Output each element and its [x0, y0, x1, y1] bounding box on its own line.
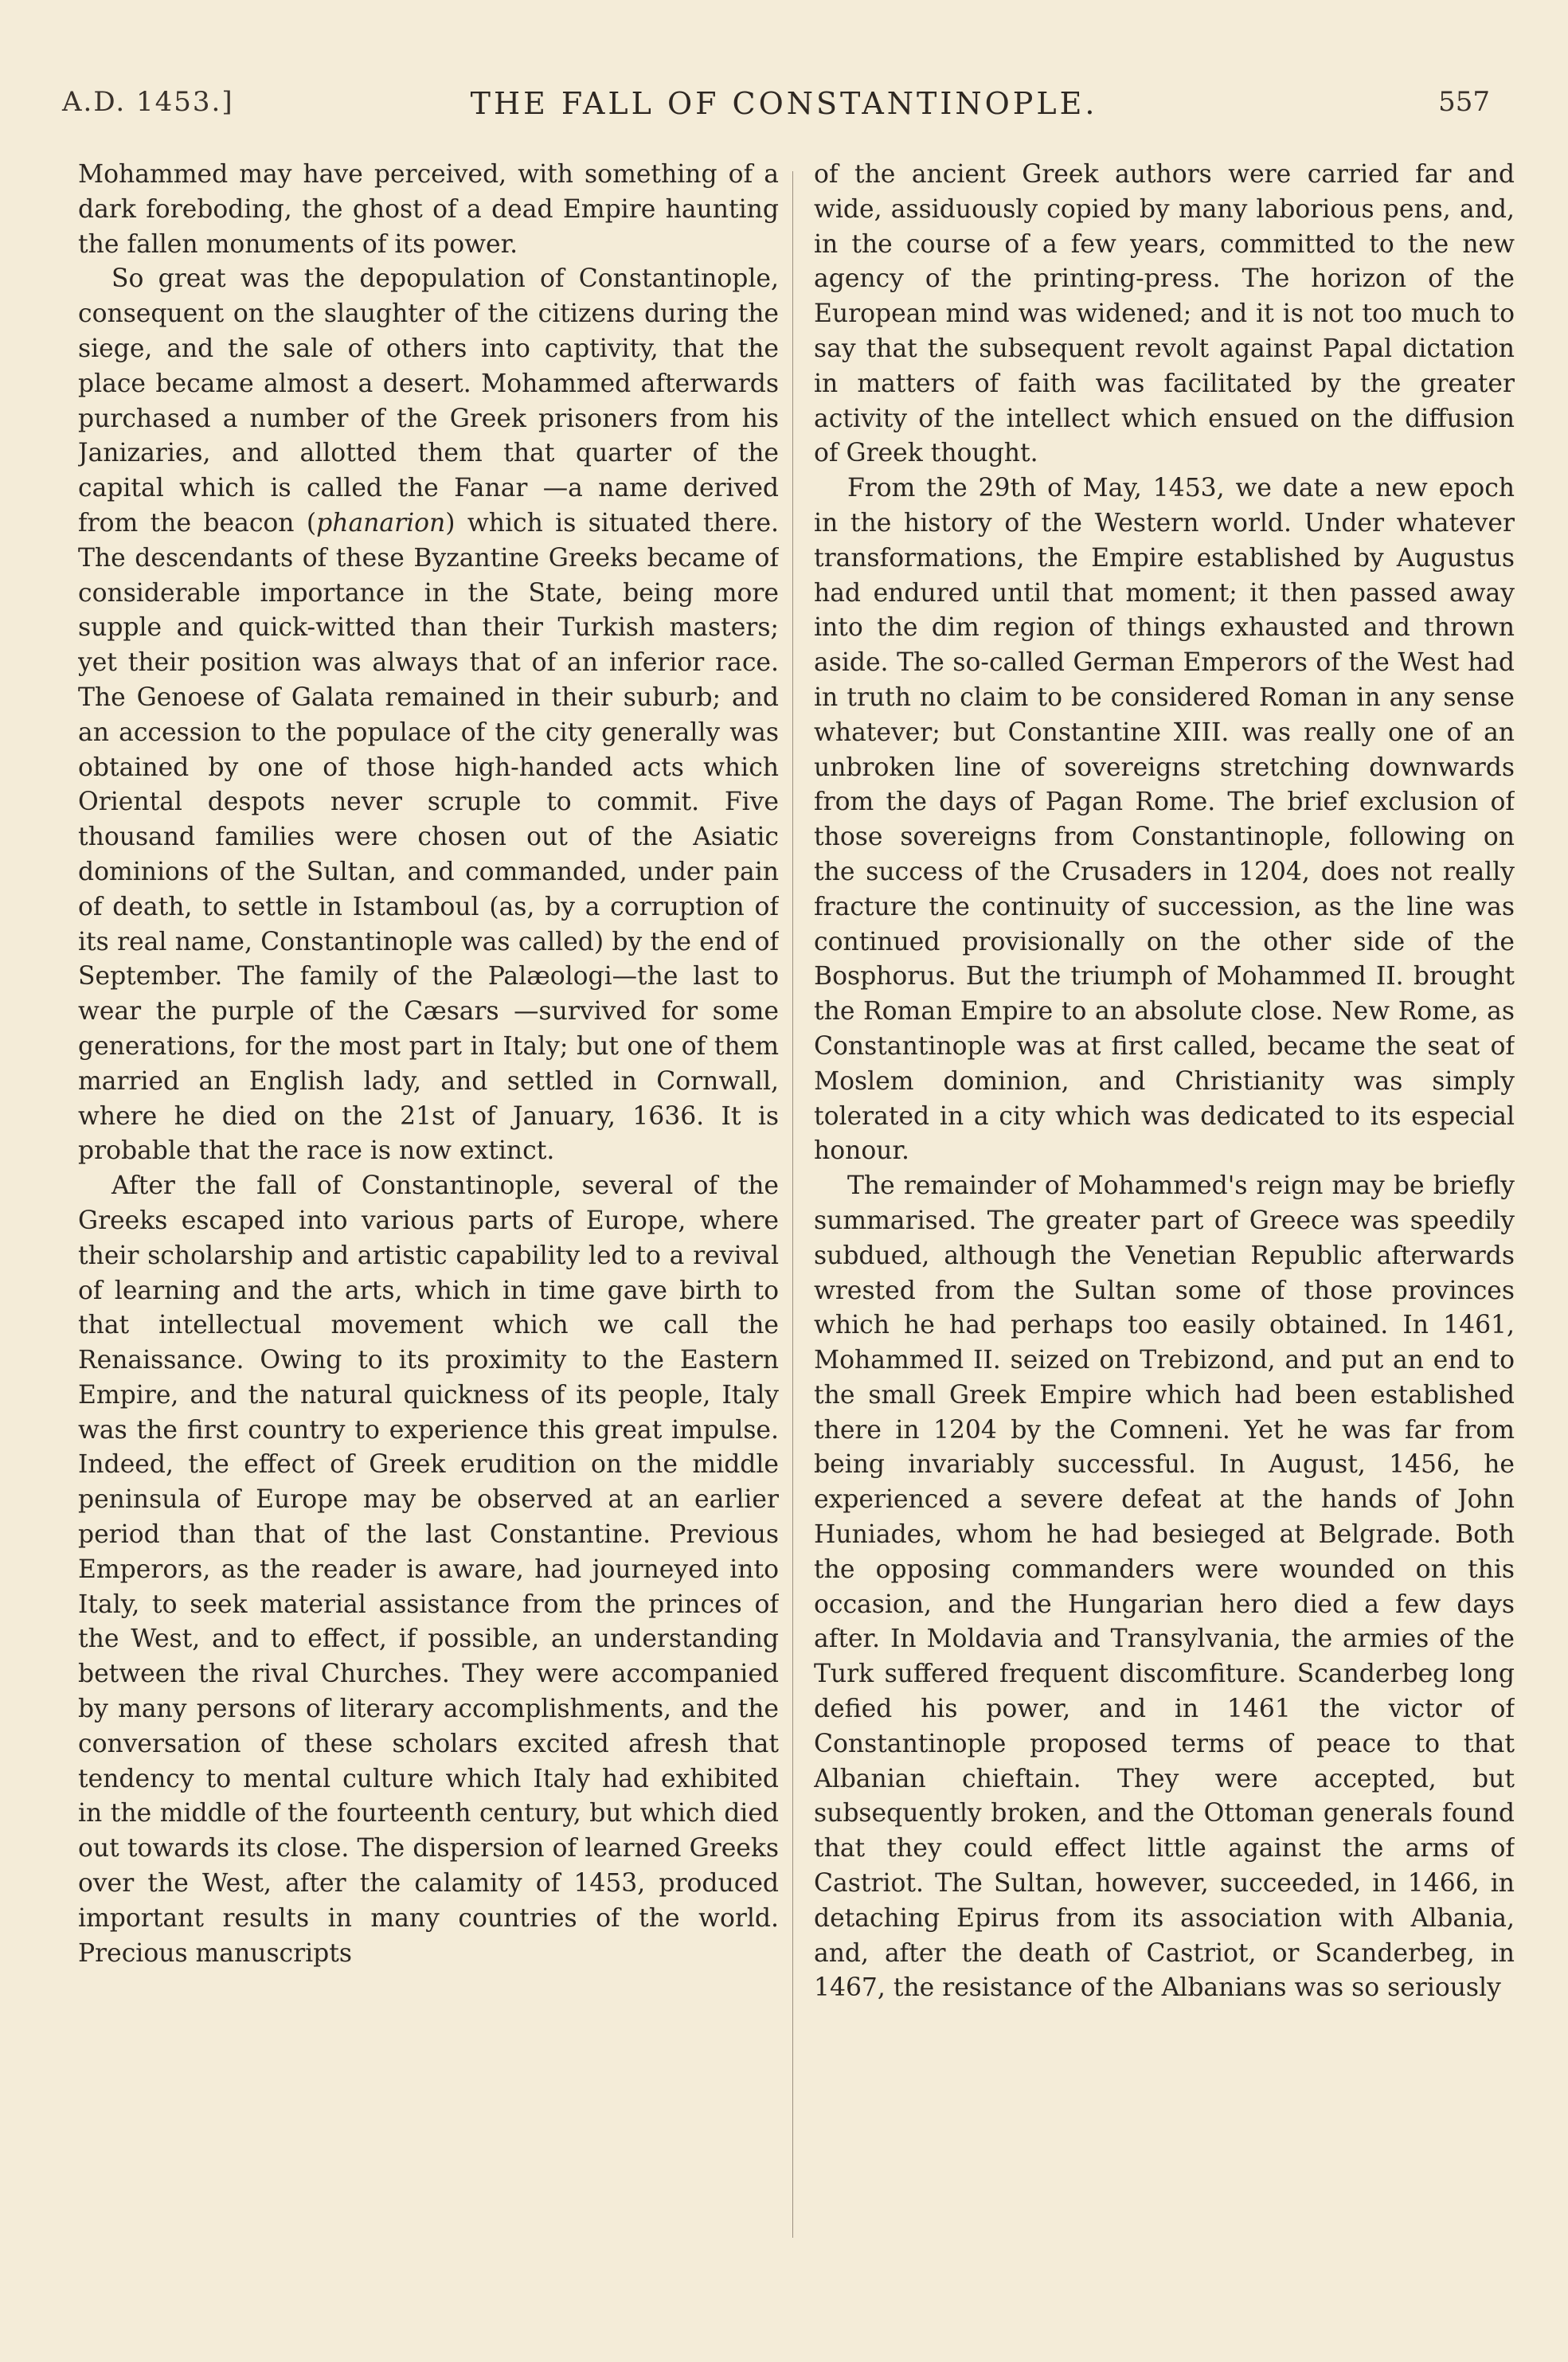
paragraph: Mohammed may have perceived, with something of a dark foreboding, the ghost of a dead Empire haunting the fallen monuments of its power. [78, 160, 779, 259]
right-column [814, 158, 1515, 2260]
paragraph [78, 262, 779, 1169]
paragraph: of the ancient Greek authors were carried far and wide, assiduously copied by many laborious pens, and, in the course of a few years, committed to the new agency of the printing-press. The horizon of the European mind was widened; and it is not too much to say that the subsequent revolt against Papal dictation in matters of faith was facilitated by the greater activity of the intellect which ensued on the diffusion of Greek thought. [814, 160, 1515, 468]
column-divider [792, 171, 793, 2238]
paragraph-text: ) which is situated there. The descendants of these Byzantine Greeks became of considerable importance in the State, being more supple and quick-witted than their Turkish masters; yet their position was always that of an inferior race. The Genoese of Galata remained in their suburb; and an accession to the populace of the city generally was obtained by one of those high-handed acts which Oriental despots never scruple to commit. Five thousand families were chosen out of the Asiatic dominions of the Sultan, and commanded, under pain of death, to settle in Istamboul (as, by a corruption of its real name, Constantinople was called) by the end of September. The family of the Palæologi—the last to wear the purple of the Cæsars —survived for some generations, for the most part in Italy; but one of them married an English lady, and settled in Cornwall, where he died on the 21st of January, 1636. It is probable that the race is now extinct. [78, 508, 779, 1166]
header-date: A.D. 1453.] [62, 86, 234, 118]
paragraph: The remainder of Mohammed's reign may be briefly summarised. The greater part of Greece was speedily subdued, although the Venetian Republic afterwards wrested from the Sultan some of those provinces which he had perhaps too easily obtained. In 1461, Mohammed II. seized on Trebizond, and put an end to the small Greek Empire which had been established there in 1204 by the Comneni. Yet he was far from being invariably successful. In August, 1456, he experienced a severe defeat at the hands of John Huniades, whom he had besieged at Belgrade. Both the opposing commanders were wounded on this occasion, and the Hungarian hero died a few days after. In Moldavia and Transylvania, the armies of the Turk suffered frequent discomfiture. Scanderbeg long defied his power, and in 1461 the victor of Constantinople proposed terms of peace to that Albanian chieftain. They were accepted, but subsequently broken, and the Ottoman generals found that they could effect little against the arms of Castriot. The Sultan, however, succeeded, in 1466, in detaching Epirus from its association with Albania, and, after the death of Castriot, or Scanderbeg, in 1467, the resistance of the Albanians was so seriously [814, 1171, 1515, 2003]
paragraph: From the 29th of May, 1453, we date a new epoch in the history of the Western world. Under whatever transformations, the Empire established by Augustus had endured until that moment; it then passed away into the dim region of things exhausted and thrown aside. The so-called German Emperors of the West had in truth no claim to be considered Roman in any sense whatever; but Constantine XIII. was really one of an unbroken line of sovereigns stretching downwards from the days of Pagan Rome. The brief exclusion of those sovereigns from Constantinople, following on the success of the Crusaders in 1204, does not really fracture the continuity of succession, as the line was continued provisionally on the other side of the Bosphorus. But the triumph of Mohammed II. brought the Roman Empire to an absolute close. New Rome, as Constantinople was at first called, became the seat of Moslem dominion, and Christianity was simply tolerated in a city which was dedicated to its especial honour. [814, 474, 1515, 1166]
italic-term: phanarion [316, 508, 446, 538]
running-title: THE FALL OF CONSTANTINOPLE. [470, 86, 1098, 121]
paragraph: After the fall of Constantinople, several of the Greeks escaped into various parts of Europe, where their scholarship and artistic capability led to a revival of learning and the arts, which in time gave birth to that intellectual movement which we call the Renaissance. Owing to its proximity to the Eastern Empire, and the natural quickness of its people, Italy was the first country to experience this great impulse. Indeed, the effect of Greek erudition on the middle peninsula of Europe may be observed at an earlier period than that of the last Constantine. Previous Emperors, as the reader is aware, had journeyed into Italy, to seek material assistance from the princes of the West, and to effect, if possible, an understanding between the rival Churches. They were accompanied by many persons of literary accomplishments, and the conversation of these scholars excited afresh that tendency to mental culture which Italy had exhibited in the middle of the fourteenth century, but which died out towards its close. The dispersion of learned Greeks over the West, after the calamity of 1453, produced important results in many countries of the world. Precious manuscripts [78, 1171, 779, 1968]
page-number: 557 [1438, 86, 1490, 118]
running-header [0, 86, 1568, 134]
left-column [78, 158, 779, 2260]
paragraph-text: So great was the depopulation of Constantinople, consequent on the slaughter of the citizens during the siege, and the sale of others into captivity, that the place became almost a desert. Mohammed afterwards purchased a number of the Greek prisoners from his Janizaries, and allotted them that quarter of the capital which is called the Fanar —a name derived from the beacon ( [78, 264, 779, 538]
